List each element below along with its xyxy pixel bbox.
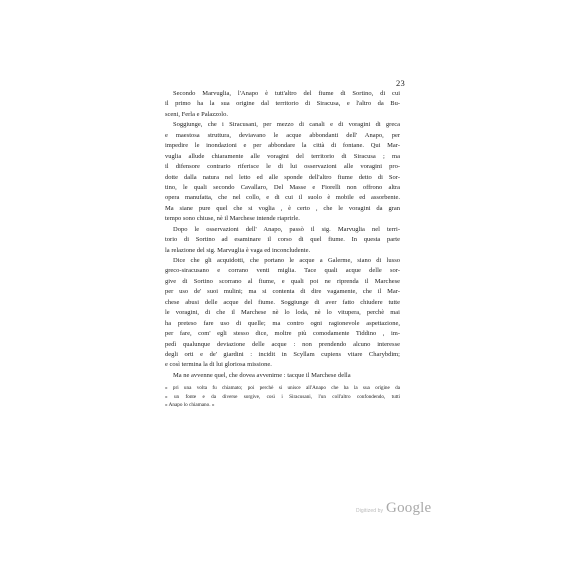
text-line: Dopo le osservazioni dell' Anapo, passò il sig. Marvuglia nel terri- bbox=[173, 225, 400, 233]
footnote bbox=[165, 384, 400, 410]
text-line: pedì qualunque deviazione delle acque : non prendendo alcuno interesse bbox=[165, 340, 400, 348]
text-line: e maestosa struttura, deviavano le acque abbondanti dell' Anapo, per bbox=[165, 131, 400, 139]
text-line: la relazione del sig. Marvuglia è vaga ed inconcludente. bbox=[165, 246, 311, 254]
text-line: le voragini, di che il Marchese nè lo loda, nè lo vitupera, perchè mai bbox=[165, 309, 400, 317]
text-line: chese abusi delle acque del fiume. Soggiunge di aver fatto chiudere tutte bbox=[165, 298, 400, 306]
paragraph bbox=[165, 89, 400, 120]
text-line: e così termina la di lui gloriosa missione. bbox=[165, 361, 272, 369]
paragraph bbox=[165, 120, 400, 224]
footnote-line: » pri una volta fu chiamato; poi perchè si unisce all'Anapo che ha la sua origine da bbox=[165, 385, 400, 391]
page-number: 23 bbox=[396, 78, 405, 88]
text-line: Dice che gli acquidotti, che portano le acque a Galerme, siano di lusso bbox=[173, 257, 400, 264]
text-line: per fare, com' egli stesso dice, moltre più comodamente Tiddino , im- bbox=[165, 330, 400, 338]
text-line: Secondo Marvuglia, l'Anapo è tutt'altro del fiume di Sortino, di cui bbox=[173, 90, 400, 97]
text-line: impedire le inondazioni e per abbondare la città di fontane. Qui Mar- bbox=[165, 142, 400, 150]
google-watermark bbox=[356, 500, 431, 517]
google-logo: Google bbox=[386, 500, 432, 516]
text-line: il primo ha la sua origine dal territorio di Siracusa, e l'altro da Bu- bbox=[165, 100, 400, 108]
text-line: sceni, Ferla e Palazzolo. bbox=[165, 110, 228, 118]
text-line: opera manufatta, che nel collo, e di cui il suolo è mobile ed assorbente. bbox=[165, 194, 400, 202]
body-text bbox=[165, 89, 400, 381]
text-line: degli orti e de' giardini : incidit in Scyllam cupiens vitare Charybdim; bbox=[165, 350, 400, 358]
text-line: Ma ne avvenne quel, che dovea avvenirne : tacque il Marchese della bbox=[173, 371, 351, 379]
text-line: il difensore contrario riferisce le di lui osservazioni alle voragini pro- bbox=[165, 163, 400, 171]
text-line: vuglia allude chiaramente alle voragini del territorio di Siracusa ; ma bbox=[165, 152, 400, 160]
text-line: Soggiunge, che i Siracusani, per mezzo di canali e di voragini di greca bbox=[173, 121, 400, 129]
footnote-line: » un fonte e da diverse sorgive, così i Siracusani, l'un coll'altro confondendo, tutti bbox=[165, 393, 400, 400]
text-line: tempo sono chiuse, nè il Marchese intende riaprirle. bbox=[165, 215, 300, 223]
watermark-prefix: Digitized by bbox=[356, 508, 384, 514]
text-line: tino, le quali secondo Cavallaro, Del Masse e Fiorelli non offrono altra bbox=[165, 183, 400, 191]
paragraph bbox=[165, 256, 400, 371]
text-line: ha preteso fare uso di quelle; ma contro ogni ragionevole aspettazione, bbox=[165, 319, 400, 327]
text-line: per uso de' suoi mulini; ma si contenta di dire vagamente, che il Mar- bbox=[165, 288, 400, 296]
text-line: Ma siane pure quel che si voglia , è certo , che le voragini da gran bbox=[165, 204, 400, 212]
text-line: give di Sortino scorrano al fiume, e quali poi ne riprenda il Marchese bbox=[165, 277, 400, 285]
text-line: greco-siracusano e corrano venti miglia. Tace quali acque delle sor- bbox=[165, 267, 400, 275]
paragraph bbox=[165, 225, 400, 256]
footnote-line: » Anapo lo chiamano. » bbox=[165, 402, 215, 409]
text-line: torio di Sortino ad esaminare il corso di quel fiume. In questa parte bbox=[165, 236, 400, 244]
paragraph bbox=[165, 371, 400, 381]
text-line: dotte dalla natura nel letto ed alle sponde dell'altro fiume detto di Sor- bbox=[165, 173, 400, 181]
